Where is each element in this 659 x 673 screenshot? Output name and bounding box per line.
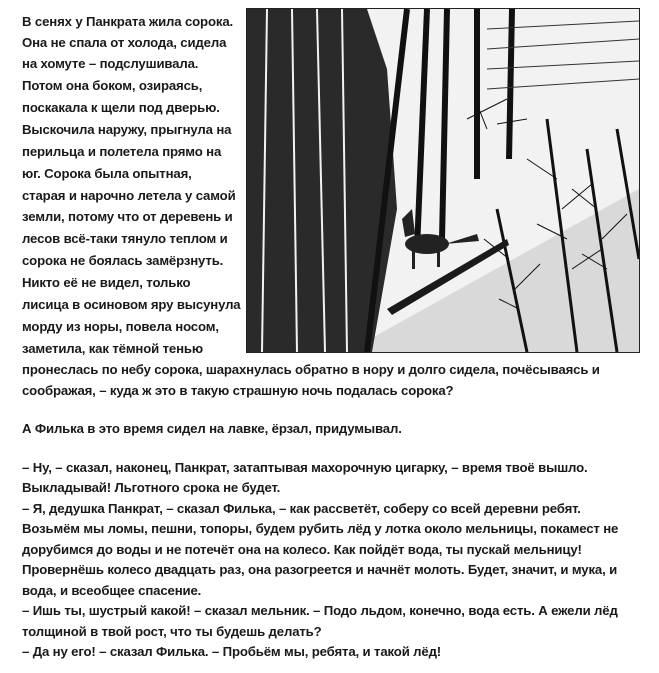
text-line: Потом она боком, озираясь, [22,78,203,93]
text-line: Выскочила наружу, прыгнула на [22,122,232,137]
text-line: заметила, как тёмной тенью [22,341,204,356]
text-line: сорока не боялась замёрзнуть. [22,253,224,268]
text-line: лисица в осиновом яру высунула [22,297,241,312]
paragraph-intro-tail: пронеслась по небу сорока, шарахнулась обратно в нору и долго сидела, почёсываясь и соображая, – куда ж это в такую страшную ночь подалась сорока? [22,362,600,398]
dialogue-line: – Ну, – сказал, наконец, Панкрат, затаптывая махорочную цигарку, – время твоё вышло. Выкладывай! Льготного срока не будет. [22,459,588,495]
text-line: старая и нарочно летела у самой [22,188,236,203]
text-line: на хомуте – подслушивала. [22,56,199,71]
illustration-fox-winter-forest [246,8,640,353]
text-line: Никто её не видел, только [22,275,191,290]
text-line: юг. Сорока была опытная, [22,166,192,181]
body-text [22,360,636,663]
dialogue-line: – Я, дедушка Панкрат, – сказал Филька, – как рассветёт, соберу со всей деревни ребят. Возьмём мы ломы, пешни, топоры, будем рубить лёд у лотка около мельницы, покамест не дорубимся до воды и не потечёт она на колесо. Как пойдёт вода, ты пускай мельницу! Провернёшь колесо двадцать раз, она разогреется и начнёт молоть. Будет, значит, и мука, и вода, и всеобщее спасение. [22,500,619,598]
text-line: перильца и полетела прямо на [22,144,222,159]
paragraph-2: А Филька в это время сидел на лавке, ёрзал, придумывал. [22,421,402,436]
text-line: поскакала к щели под дверью. [22,100,220,115]
text-line: Она не спала от холода, сидела [22,35,227,50]
dialogue-line: – Да ну его! – сказал Филька. – Пробьём мы, ребята, и такой лёд! [22,644,442,659]
text-line: морду из норы, повела носом, [22,319,219,334]
text-line: лесов всё-таки тянуло теплом и [22,231,228,246]
text-line: земли, потому что от деревень и [22,209,233,224]
dialogue-line: – Ишь ты, шустрый какой! – сказал мельник. – Подо льдом, конечно, вода есть. А ежели лёд толщиной в твой рост, что ты будешь делать? [22,603,618,639]
text-line: В сенях у Панкрата жила сорока. [22,14,234,29]
